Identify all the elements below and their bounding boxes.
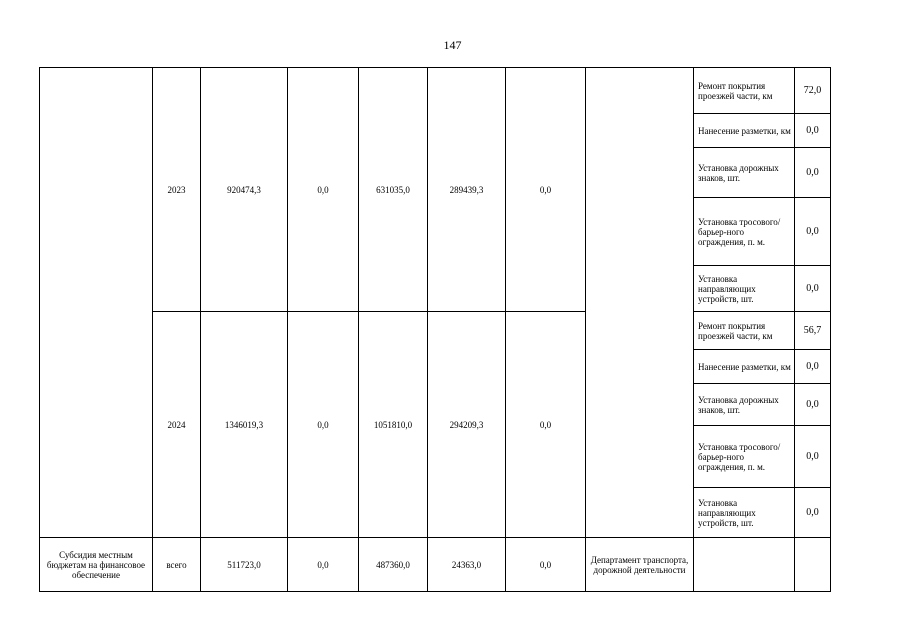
indicator-name: Установка направляющих устройств, шт. <box>694 266 795 312</box>
period-cell: всего <box>153 538 201 592</box>
indicator-name <box>694 538 795 592</box>
indicator-name: Установка тросового/барьер-ного ограждения, п. м. <box>694 198 795 266</box>
indicator-name: Установка направляющих устройств, шт. <box>694 488 795 538</box>
budget-table <box>39 67 831 592</box>
indicator-name: Установка дорожных знаков, шт. <box>694 384 795 426</box>
other-cell: 0,0 <box>506 312 586 538</box>
indicator-name: Установка дорожных знаков, шт. <box>694 148 795 198</box>
page-number: 147 <box>443 38 462 52</box>
local-cell: 289439,3 <box>428 68 506 312</box>
federal-cell: 0,0 <box>288 312 359 538</box>
indicator-name: Нанесение разметки, км <box>694 350 795 384</box>
indicator-value: 0,0 <box>795 488 831 538</box>
local-cell: 24363,0 <box>428 538 506 592</box>
indicator-value <box>795 538 831 592</box>
total-cell: 1346019,3 <box>201 312 288 538</box>
other-cell: 0,0 <box>506 68 586 312</box>
local-cell: 294209,3 <box>428 312 506 538</box>
federal-cell: 0,0 <box>288 538 359 592</box>
indicator-value: 0,0 <box>795 266 831 312</box>
total-cell: 511723,0 <box>201 538 288 592</box>
federal-cell: 0,0 <box>288 68 359 312</box>
executor-cell-empty <box>586 68 694 538</box>
executor-name: Департамент транспорта, дорожной деятельности <box>586 538 694 592</box>
regional-cell: 631035,0 <box>359 68 428 312</box>
indicator-value: 56,7 <box>795 312 831 350</box>
indicator-name: Установка тросового/барьер-ного ограждения, п. м. <box>694 426 795 488</box>
table-row <box>40 68 831 114</box>
indicator-name: Ремонт покрытия проезжей части, км <box>694 312 795 350</box>
year-cell: 2024 <box>153 312 201 538</box>
indicator-value: 0,0 <box>795 426 831 488</box>
other-cell: 0,0 <box>506 538 586 592</box>
year-cell: 2023 <box>153 68 201 312</box>
indicator-value: 0,0 <box>795 350 831 384</box>
indicator-value: 0,0 <box>795 384 831 426</box>
indicator-name: Ремонт покрытия проезжей части, км <box>694 68 795 114</box>
table-row <box>40 538 831 592</box>
regional-cell: 1051810,0 <box>359 312 428 538</box>
indicator-value: 72,0 <box>795 68 831 114</box>
indicator-value: 0,0 <box>795 114 831 148</box>
measure-name: Субсидия местным бюджетам на финансовое обеспечение <box>40 538 153 592</box>
measure-cell-empty <box>40 68 153 538</box>
indicator-name: Нанесение разметки, км <box>694 114 795 148</box>
total-cell: 920474,3 <box>201 68 288 312</box>
regional-cell: 487360,0 <box>359 538 428 592</box>
indicator-value: 0,0 <box>795 148 831 198</box>
table-row <box>40 312 831 350</box>
indicator-value: 0,0 <box>795 198 831 266</box>
